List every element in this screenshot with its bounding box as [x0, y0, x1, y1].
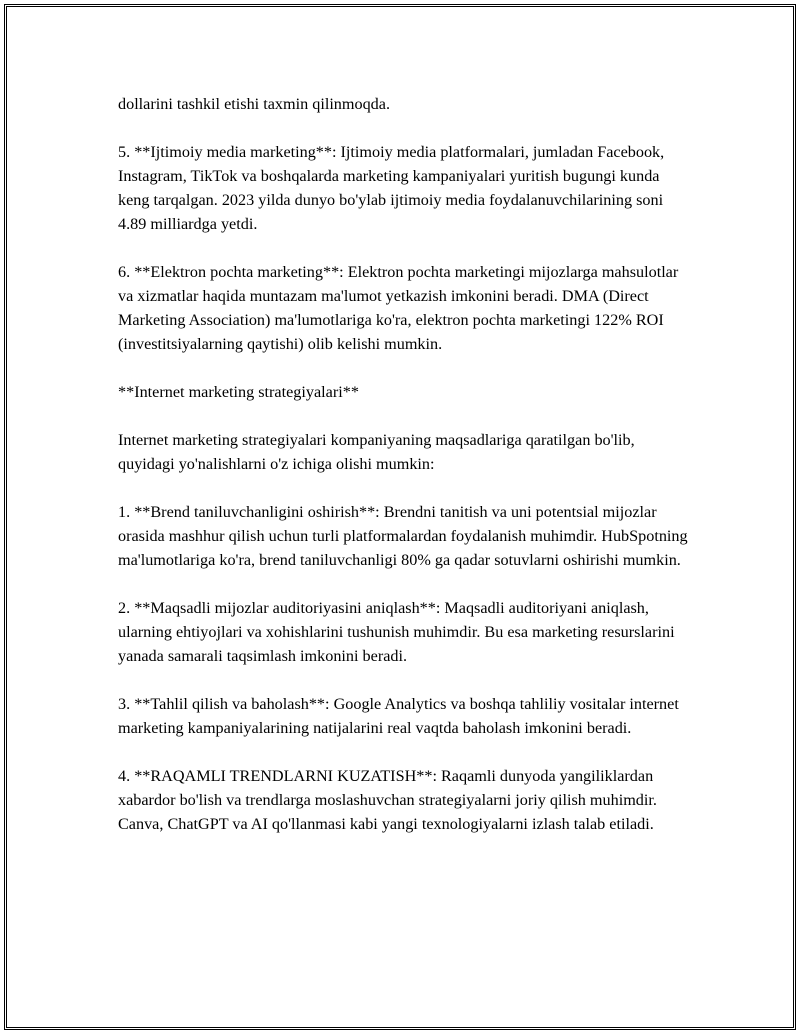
- paragraph-email-marketing: 6. **Elektron pochta marketing**: Elektron pochta marketingi mijozlarga mahsulotlar va xizmatlar haqida muntazam ma'lumot yetkazish imkonini beradi. DMA (Direct Marketing Association) ma'lumotlariga ko'ra, elektron pochta marketingi 122% ROI (investitsiyalarning qaytishi) olib kelishi mumkin.: [118, 263, 679, 353]
- paragraph-analysis: 3. **Tahlil qilish va baholash**: Google Analytics va boshqa tahliliy vositalar internet marketing kampaniyalarining natijalarini real vaqtda baholash imkonini beradi.: [118, 695, 679, 737]
- paragraph-target-audience: 2. **Maqsadli mijozlar auditoriyasini aniqlash**: Maqsadli auditoriyani aniqlash, ularning ehtiyojlari va xohishlarini tushunish muhimdir. Bu esa marketing resurslarini yanada samarali taqsimlash imkonini beradi.: [118, 599, 675, 665]
- paragraph-social-media-marketing: 5. **Ijtimoiy media marketing**: Ijtimoiy media platformalari, jumladan Facebook, Instagram, TikTok va boshqalarda marketing kampaniyalari yuritish bugungi kunda keng tarqalgan. 2023 yilda dunyo bo'ylab ijtimoiy media foydalanuvchilarining soni 4.89 milliardga yetdi.: [118, 143, 665, 233]
- document-body: [118, 92, 693, 860]
- paragraph-continuation: dollarini tashkil etishi taxmin qilinmoqda.: [118, 95, 391, 113]
- paragraph-digital-trends: 4. **RAQAMLI TRENDLARNI KUZATISH**: Raqamli dunyoda yangiliklardan xabardor bo'lish va trendlarga moslashuvchan strategiyalarni joriy qilish muhimdir. Canva, ChatGPT va AI qo'llanmasi kabi yangi texnologiyalarni izlash talab etiladi.: [118, 767, 657, 833]
- paragraph-brand-awareness: 1. **Brend taniluvchanligini oshirish**: Brendni tanitish va uni potentsial mijozlar orasida mashhur qilish uchun turli platformalardan foydalanish muhimdir. HubSpotning ma'lumotlariga ko'ra, brend taniluvchanligi 80% ga qadar sotuvlarni oshirishi mumkin.: [118, 503, 688, 569]
- section-heading: **Internet marketing strategiyalari**: [118, 383, 359, 401]
- paragraph-strategies-intro: Internet marketing strategiyalari kompaniyaning maqsadlariga qaratilgan bo'lib, quyidagi yo'nalishlarni o'z ichiga olishi mumkin:: [118, 431, 635, 473]
